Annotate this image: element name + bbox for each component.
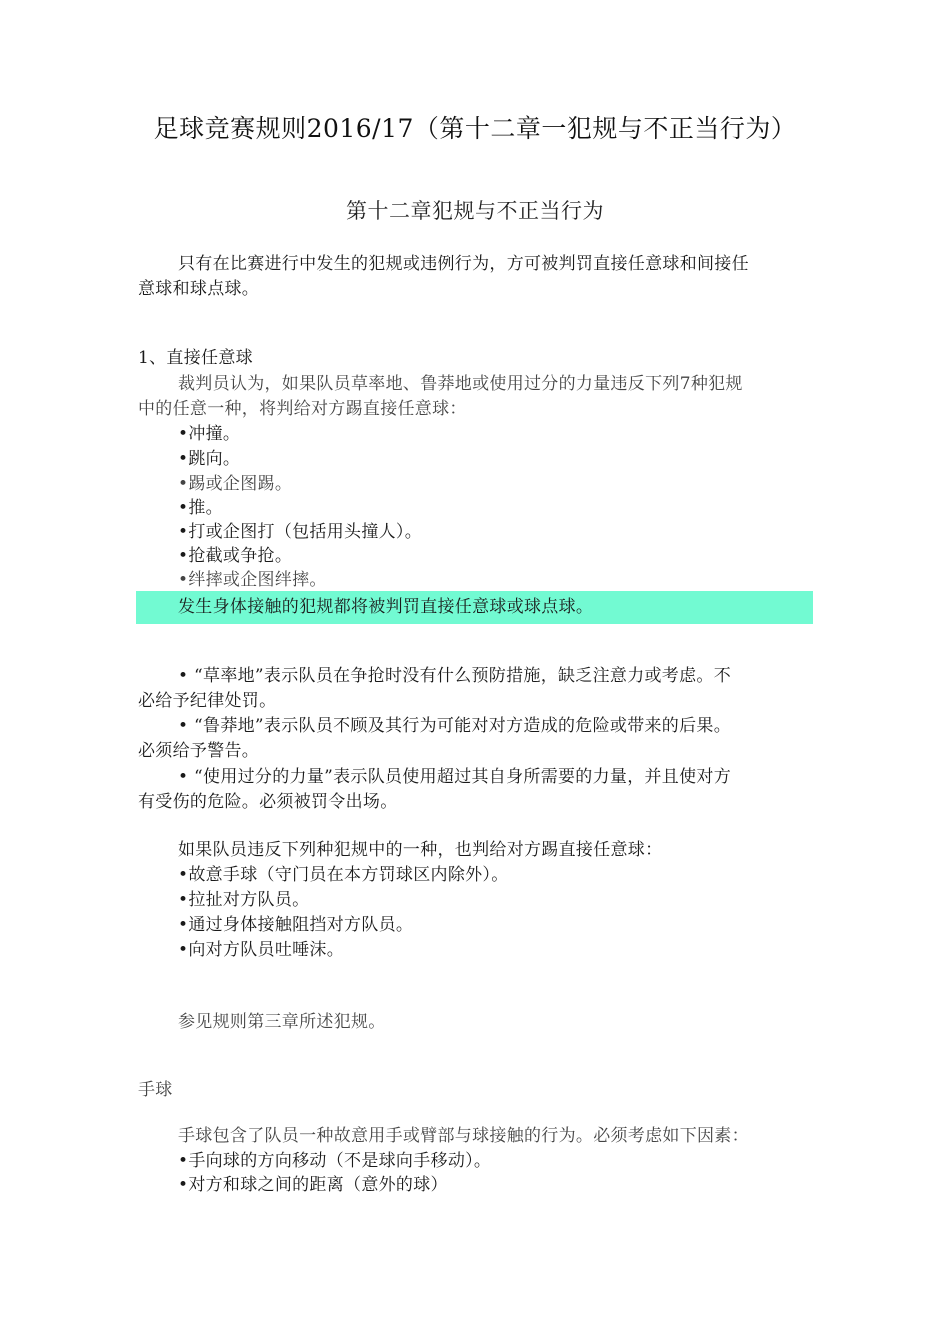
list-item: •推。 [178,498,223,518]
section-heading: 1、直接任意球 [138,348,253,368]
section-paragraph-line: 手球包含了队员一种故意用手或臂部与球接触的行为。必须考虑如下因素： [178,1126,749,1146]
list-item: •踢或企图踢。 [178,474,293,494]
section-paragraph-line: 如果队员违反下列种犯规中的一种，也判给对方踢直接任意球： [178,840,663,860]
list-item: •跳向。 [178,449,241,469]
list-item: •拉扯对方队员。 [178,890,310,910]
intro-line: 意球和球点球。 [138,279,260,299]
definition-line: 必给予纪律处罚。 [138,691,277,711]
list-item: •故意手球（守门员在本方罚球区内除外）。 [178,865,509,885]
definition-line: • “草率地”表示队员在争抢时没有什么预防措施，缺乏注意力或考虑。不 [178,666,732,686]
list-item: •向对方队员吐唾沫。 [178,940,345,960]
document-title: 足球竞赛规则2016/17（第十二章一犯规与不正当行为） [153,114,797,143]
section-heading: 手球 [138,1080,173,1100]
highlighted-note-text: 发生身体接触的犯规都将被判罚直接任意球或球点球。 [178,597,594,617]
intro-line: 只有在比赛进行中发生的犯规或违例行为，方可被判罚直接任意球和间接任 [178,254,749,274]
section-paragraph-line: 中的任意一种，将判给对方踢直接任意球： [138,399,467,419]
definition-line: • “使用过分的力量”表示队员使用超过其自身所需要的力量，并且使对方 [178,767,732,787]
chapter-title: 第十二章犯规与不正当行为 [346,199,604,223]
definition-line: 必须给予警告。 [138,741,260,761]
definition-line: • “鲁莽地”表示队员不顾及其行为可能对对方造成的危险或带来的后果。 [178,716,732,736]
list-item: •抢截或争抢。 [178,546,293,566]
see-also-note: 参见规则第三章所述犯规。 [178,1012,386,1032]
list-item: •绊摔或企图绊摔。 [178,570,327,590]
section-paragraph-line: 裁判员认为，如果队员草率地、鲁莽地或使用过分的力量违反下列7种犯规 [178,374,743,394]
definition-line: 有受伤的危险。必须被罚令出场。 [138,792,398,812]
list-item: •打或企图打（包括用头撞人）。 [178,522,423,542]
list-item: •对方和球之间的距离（意外的球） [178,1175,448,1195]
list-item: •手向球的方向移动（不是球向手移动）。 [178,1151,492,1171]
highlighted-note [136,591,813,624]
list-item: •通过身体接触阻挡对方队员。 [178,915,414,935]
list-item: •冲撞。 [178,424,241,444]
